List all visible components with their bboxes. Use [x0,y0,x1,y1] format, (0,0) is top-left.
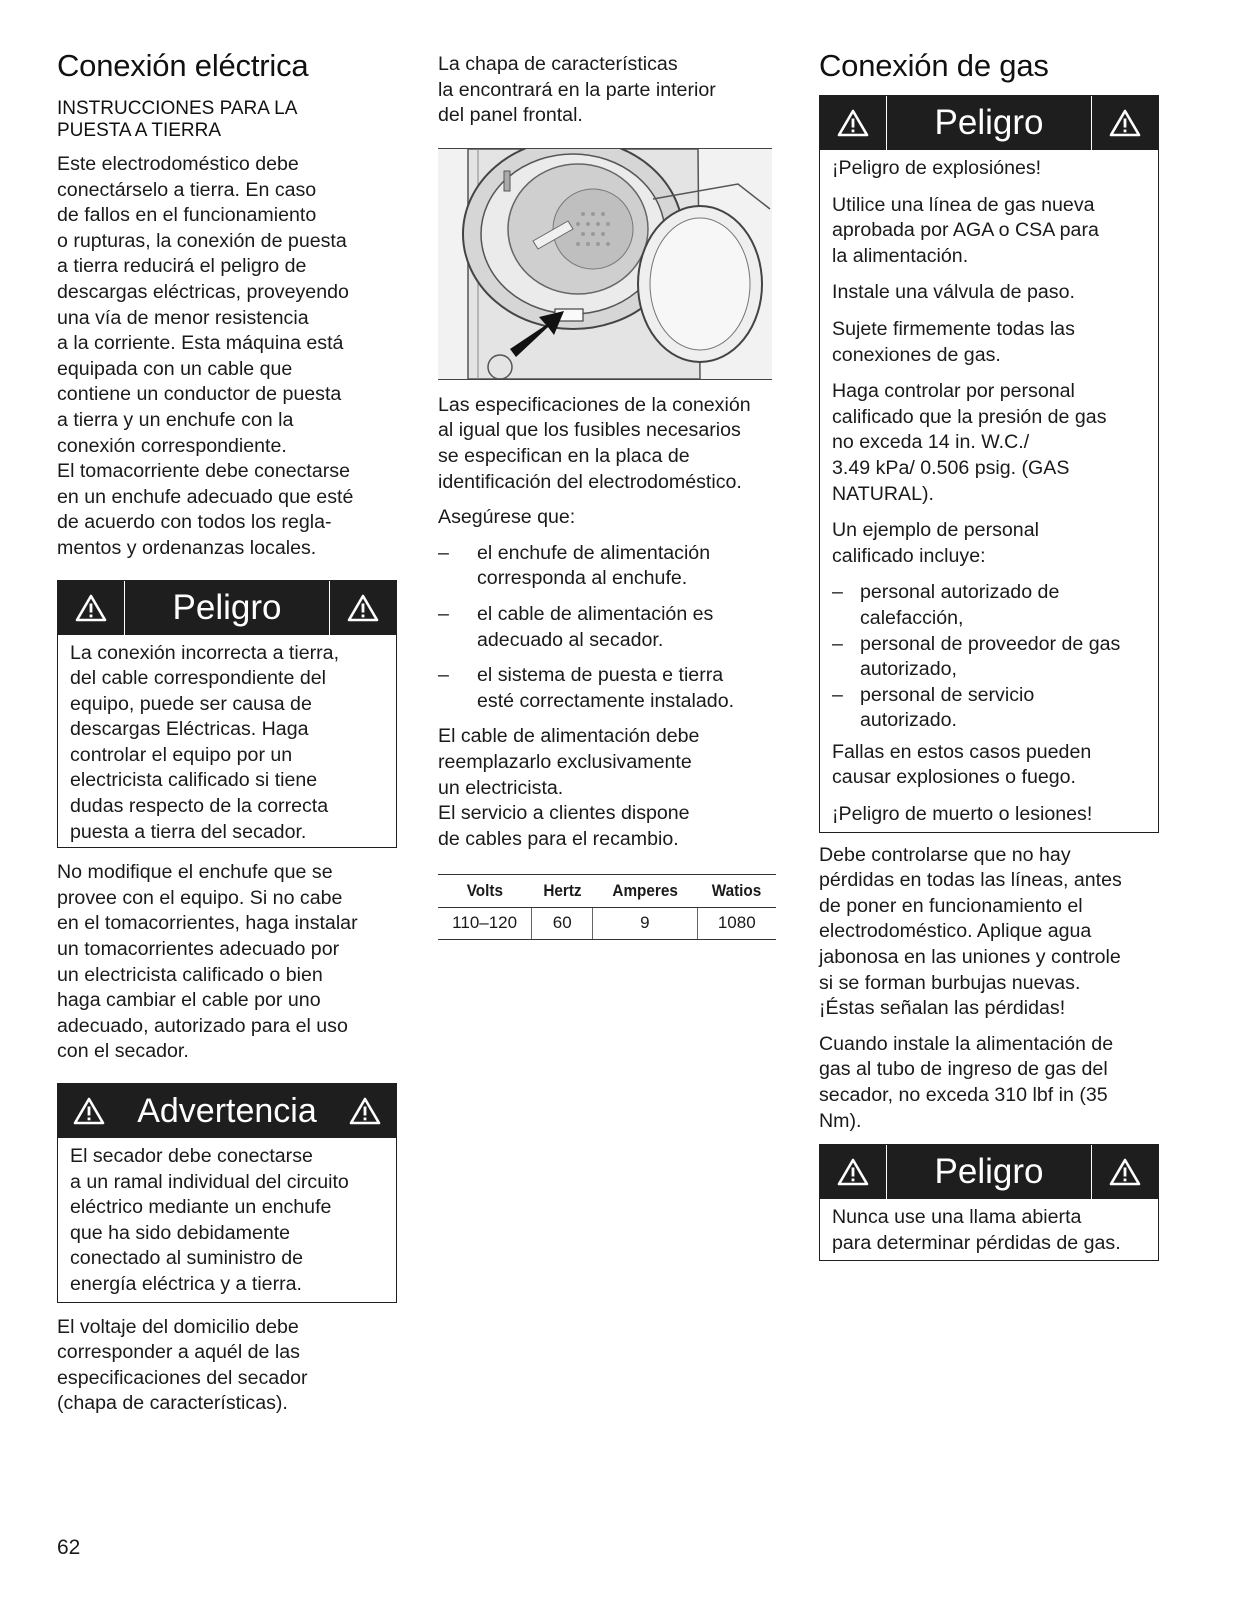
danger-text: Instale una válvula de paso. [832,281,1075,304]
connection-specs-paragraph: Las especificaciones de la conexión al igual que los fusibles necesarios se especifican en la placa de identificación del electrodoméstico. [438,393,751,493]
warning-header [58,1084,396,1138]
table-row [438,908,776,940]
danger-box-flame [819,1144,1159,1261]
danger-text: Nunca use una llama abierta para determinar pérdidas de gas. [832,1206,1121,1254]
list-item: – el sistema de puesta e tierra esté correctamente instalado. [438,664,735,712]
dryer-door-illustration [438,148,772,380]
list-item: – personal autorizado de calefacción, [832,581,1060,629]
cable-replacement-paragraph: El cable de alimentación debe reemplazarlo exclusivamente un electricista. El servicio a clientes dispone de cables para el recambio. [438,725,700,850]
danger-header [820,96,1158,150]
page-number: 62 [57,1536,81,1559]
warning-title: Advertencia [137,1091,317,1130]
table-cell: 110–120 [438,908,532,940]
table-header: Watios [701,875,772,908]
rating-plate-location: La chapa de características la encontrará en la parte interior del panel frontal. [438,53,716,127]
danger-title: Peligro [934,103,1044,142]
danger-text: Utilice una línea de gas nueva aprobada por AGA o CSA para la alimentación. [832,193,1099,267]
table-header-row [438,875,776,908]
table-header: Amperes [598,875,692,908]
warning-triangle-icon [58,1084,120,1138]
right-column [819,48,1159,1261]
list-item: – el enchufe de alimentación corresponda al enchufe. [438,541,711,590]
list-item: – el cable de alimentación es adecuado al secador. [438,602,714,651]
danger-box-grounding [57,580,397,849]
danger-text: ¡Peligro de explosiónes! [832,157,1042,179]
warning-triangle-icon [329,581,396,635]
danger-header [58,581,396,635]
section-title-gas: Conexión de gas [819,48,1049,83]
warning-triangle-icon [820,96,887,150]
leak-check-paragraph: Debe controlarse que no hay pérdidas en todas las líneas, antes de poner en funcionamiento el electrodoméstico. Aplique agua jabonosa en las uniones y controle si se forman burbujas nuevas. ¡Éstas señalan las pérdidas! [819,843,1122,1020]
danger-text: Fallas en estos casos pueden causar explosiones o fuego. [832,740,1092,789]
left-column [57,48,397,1417]
ensure-label: Asegúrese que: [438,506,576,529]
list-item: – personal de proveedor de gas autorizado, [832,632,1121,681]
grounding-paragraph: Este electrodoméstico debe conectárselo a tierra. En caso de fallos en el funcionamiento o rupturas, la conexión de puesta a tierra reducirá el peligro de descargas eléctricas, proveyendo una vía de menor resistencia a la corriente. Esta máquina está equipada con un cable que contiene un conductor de puesta a tierra y un enchufe con la conexión correspondiente. El tomacorriente debe conectarse en un enchufe adecuado que esté de acuerdo con todos los regla- mentos y ordenanzas locales. [57,153,354,559]
warning-text: El secador debe conectarse a un ramal individual del circuito eléctrico mediante un enchufe que ha sido debidamente conectado al suministro de energía eléctrica y a tierra. [70,1145,349,1295]
grounding-subtitle: INSTRUCCIONES PARA LA PUESTA A TIERRA [57,98,298,141]
warning-triangle-icon [820,1145,887,1199]
danger-text: Sujete firmemente todas las conexiones de gas. [832,317,1075,366]
section-title-electrical: Conexión eléctrica [57,48,309,83]
electrical-spec-table [438,874,776,940]
table-cell: 60 [532,908,593,940]
danger-box-gas [819,95,1159,833]
danger-title: Peligro [934,1152,1044,1192]
table-cell: 9 [593,908,697,940]
middle-column [438,52,778,940]
warning-triangle-icon [58,581,125,635]
table-header: Volts [443,875,527,908]
torque-paragraph: Cuando instale la alimentación de gas al tubo de ingreso de gas del secador, no exceda 310 lbf in (35 Nm). [819,1032,1114,1132]
warning-triangle-icon [334,1084,396,1138]
list-item: – personal de servicio autorizado. [832,683,1035,732]
danger-text: Haga controlar por personal calificado que la presión de gas no exceda 14 in. W.C./ 3.49 kPa/ 0.506 psig. (GAS NATURAL). [832,380,1107,505]
danger-text: Un ejemplo de personal calificado incluye: [832,519,1039,567]
warning-triangle-icon [1091,96,1158,150]
danger-text: ¡Peligro de muerto o lesiones! [832,803,1093,826]
warning-triangle-icon [1091,1145,1158,1199]
table-header: Hertz [535,875,590,908]
voltage-paragraph: El voltaje del domicilio debe corresponder a aquél de las especificaciones del secador (chapa de características). [57,1315,308,1415]
plug-paragraph: No modifique el enchufe que se provee con el equipo. Si no cabe en el tomacorrientes, haga instalar un tomacorrientes adecuado por un electricista calificado o bien haga cambiar el cable por uno adecuado, autorizado para el uso con el secador. [57,861,358,1063]
table-cell: 1080 [697,908,776,940]
danger-header [820,1145,1158,1199]
danger-text: La conexión incorrecta a tierra, del cable correspondiente del equipo, puede ser causa de descargas Eléctricas. Haga controlar el equipo por un electricista calificado si tiene dudas respecto de la correcta puesta a tierra del secador. [70,641,340,843]
danger-title: Peligro [172,587,282,627]
warning-box-circuit [57,1083,397,1303]
